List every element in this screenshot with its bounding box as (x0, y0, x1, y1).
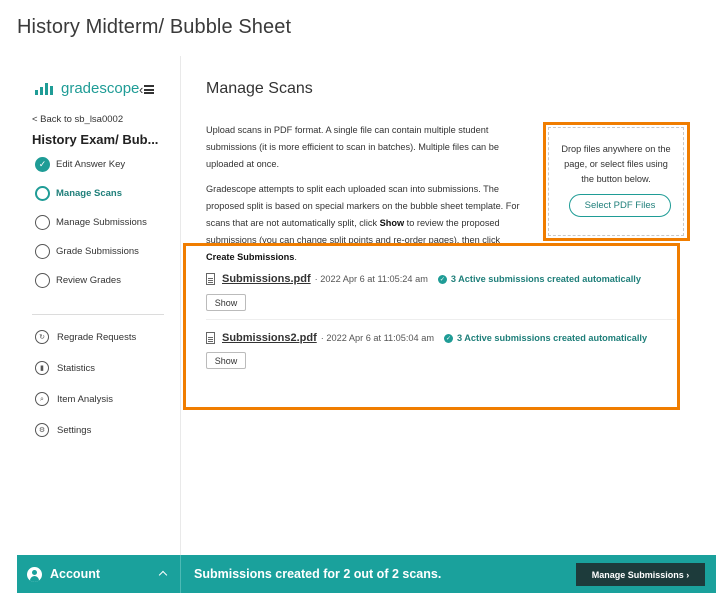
sidebar-item-manage-submissions[interactable] (35, 215, 147, 230)
step-circle-icon (35, 215, 50, 230)
sidebar-item-label: Edit Answer Key (56, 159, 126, 170)
sidebar-item-label: Regrade Requests (57, 331, 137, 343)
sidebar-item-label: Settings (57, 424, 92, 436)
check-circle-icon: ✓ (445, 335, 451, 342)
check-circle-icon: ✓ (439, 276, 445, 283)
manage-submissions-button[interactable]: Manage Submissions › (576, 563, 705, 586)
collapse-sidebar-button[interactable] (139, 82, 154, 97)
file-meta: · 2022 Apr 6 at 11:05:04 am (320, 333, 434, 343)
split-text-a: Gradescope attempts to split each uploaded scan into submissions. The proposed split is based on special markers on the bubble sheet template. For scans that are not automatically split, click (206, 184, 520, 228)
chevron-left-icon: ‹ (139, 82, 144, 97)
sidebar-item-manage-scans[interactable] (35, 186, 122, 201)
step-circle-icon (35, 186, 50, 201)
status-text: 3 Active submissions created automatically (456, 333, 648, 343)
step-circle-icon (35, 273, 50, 288)
chevron-up-icon (159, 571, 167, 579)
file-link[interactable]: Submissions.pdf (222, 273, 311, 285)
sidebar-item-settings[interactable] (35, 423, 91, 437)
regrade-icon: ↻ (35, 330, 49, 344)
show-button[interactable]: Show (206, 294, 246, 311)
show-button[interactable]: Show (206, 352, 246, 369)
show-keyword: Show (379, 218, 405, 228)
dropzone-text: Drop files anywhere on the page, or select files using the button below. (561, 144, 671, 184)
file-link[interactable]: Submissions2.pdf (222, 332, 317, 344)
sidebar-item-label: Item Analysis (57, 393, 113, 405)
bottom-bar (17, 555, 716, 593)
upload-instructions: Upload scans in PDF format. A single file can contain multiple student submissions (it is more efficient to scan in batches). Multiple files can be uploaded at once. (206, 125, 499, 169)
sidebar-item-statistics[interactable] (35, 361, 95, 375)
step-circle-icon (35, 244, 50, 259)
logo-bars-icon (35, 83, 53, 95)
sidebar-item-label: Statistics (57, 362, 96, 374)
main-title: Manage Scans (206, 80, 313, 97)
submission-status-text: Submissions created for 2 out of 2 scans. (194, 567, 442, 581)
split-text-b: to review the proposed submissions (you can change split points and re-order pages), then click (206, 218, 501, 245)
sidebar (17, 56, 181, 555)
sidebar-item-grade-submissions[interactable] (35, 244, 139, 259)
gradescope-logo[interactable] (35, 80, 139, 97)
sidebar-item-label: Manage Submissions (56, 217, 147, 228)
status-text: 3 Active submissions created automatically (450, 274, 641, 284)
file-list-highlight (183, 243, 680, 410)
sidebar-item-label: Review Grades (56, 275, 121, 286)
account-icon (27, 567, 42, 582)
check-circle-icon: ✓ (35, 157, 50, 172)
account-menu[interactable] (17, 555, 181, 593)
create-submissions-keyword: Create Submissions (206, 252, 295, 262)
page-title: History Midterm/ Bubble Sheet (17, 16, 292, 38)
logo-text: gradescope (61, 80, 140, 97)
statistics-icon: ▮ (35, 361, 49, 375)
sidebar-item-edit-answer-key[interactable] (35, 157, 125, 172)
back-link[interactable]: < Back to sb_lsa0002 (32, 114, 124, 125)
account-label: Account (50, 567, 100, 581)
sidebar-divider (32, 314, 164, 315)
sidebar-item-label: Grade Submissions (56, 246, 139, 257)
sidebar-item-item-analysis[interactable] (35, 392, 113, 406)
item-analysis-icon: ⌕ (35, 392, 49, 406)
sidebar-item-review-grades[interactable] (35, 273, 121, 288)
assignment-title: History Exam/ Bub... (32, 132, 159, 147)
gear-icon: ⚙ (35, 423, 49, 437)
split-text-end: . (294, 252, 297, 262)
file-meta: · 2022 Apr 6 at 11:05:24 am (314, 274, 428, 284)
menu-icon (144, 85, 154, 94)
sidebar-item-label: Manage Scans (56, 188, 122, 199)
select-pdf-files-button[interactable]: Select PDF Files (569, 194, 671, 217)
sidebar-item-regrade-requests[interactable] (35, 330, 136, 344)
dropzone-highlight (543, 122, 690, 241)
